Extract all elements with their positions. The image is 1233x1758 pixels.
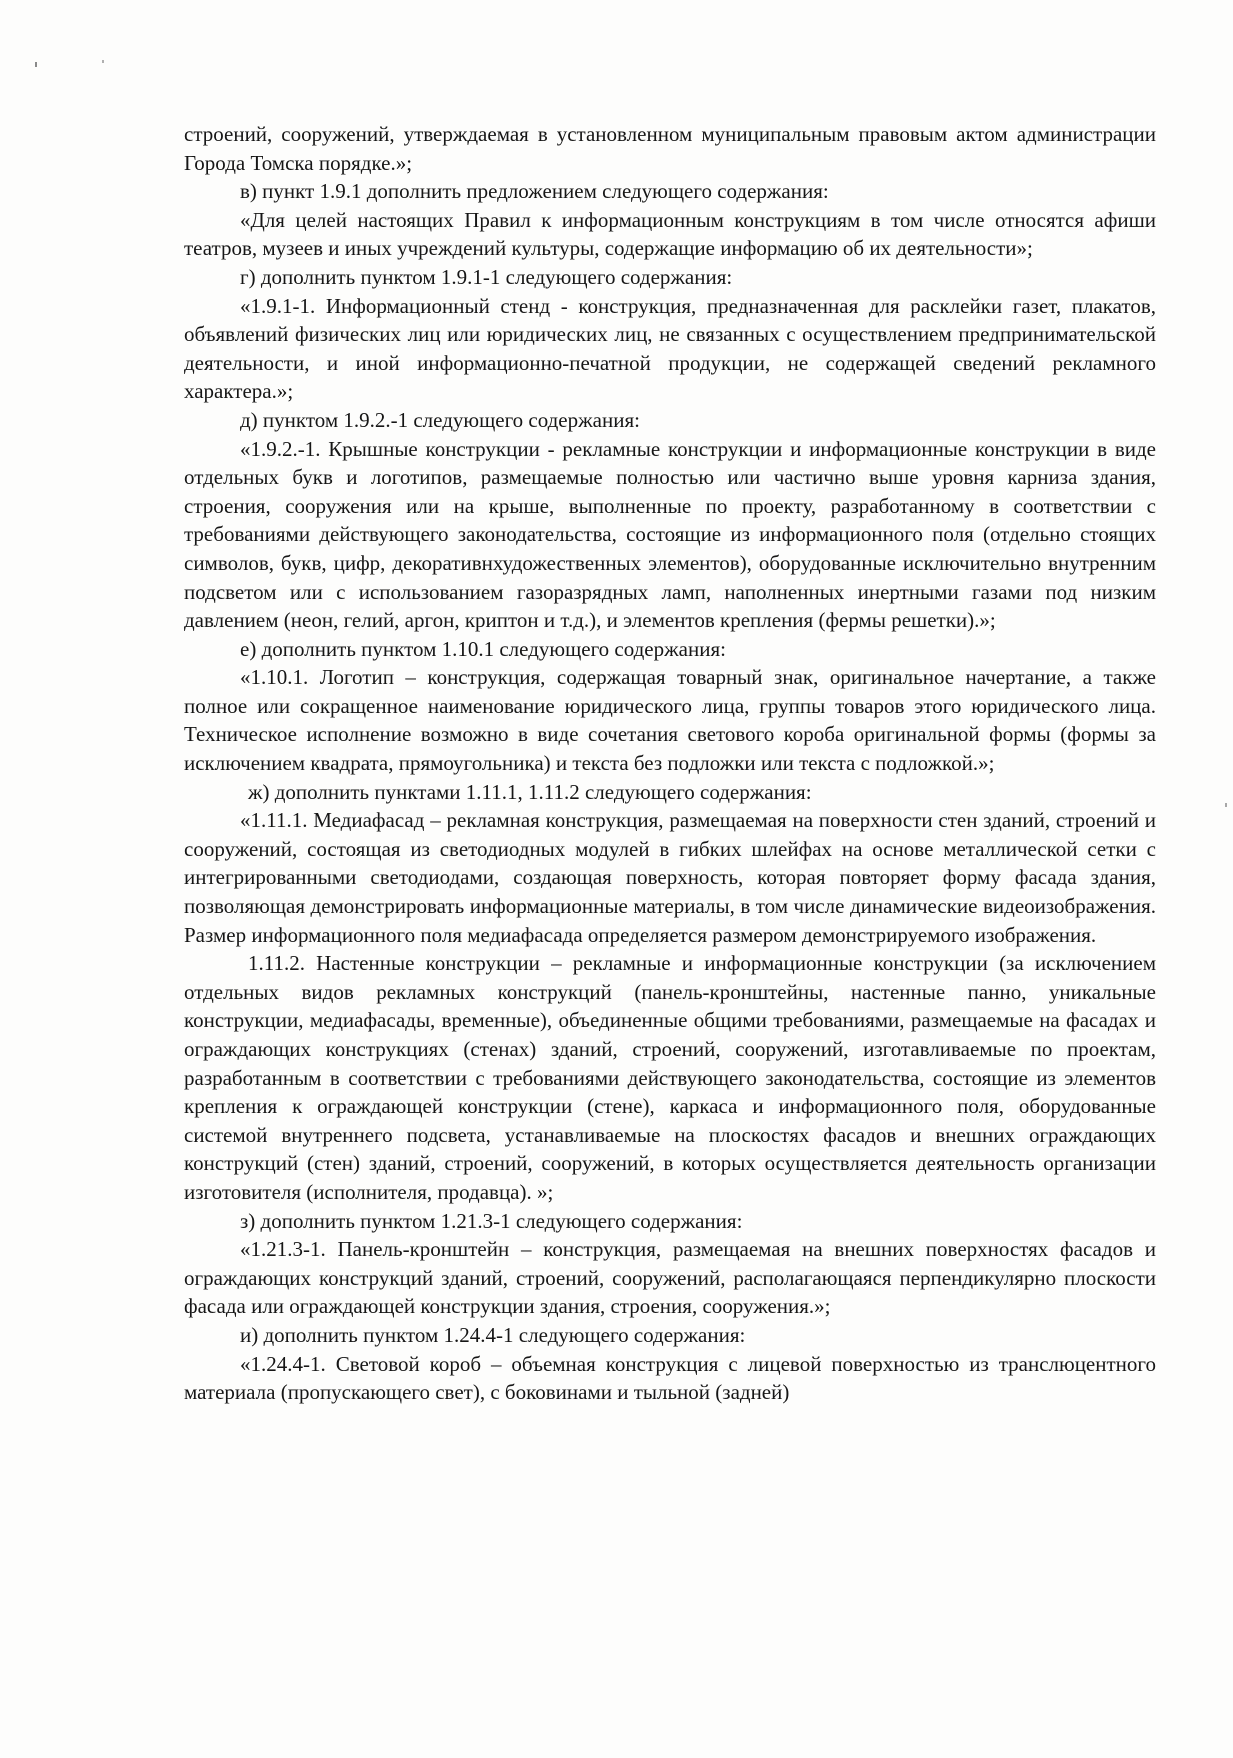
paragraph: «1.21.3-1. Панель-кронштейн – конструкция, размещаемая на внешних поверхностях фасадов и ограждающих конструкций зданий, строений, сооружений, располагающаяся перпендикулярно плоскости фасада или ограждающей конструкции здания, строения, сооружения.»; [184,1237,1156,1319]
paragraph: ж) дополнить пунктами 1.11.1, 1.11.2 следующего содержания: [248,779,812,804]
paragraph: «1.11.1. Медиафасад – рекламная конструкция, размещаемая на поверхности стен зданий, строений и сооружений, состоящая из светодиодных модулей в гибких шлейфах на основе металлической сетки с интегрированными светодиодами, создающая поверхность, которая повторяет форму фасада здания, позволяющая демонстрировать информационные материалы, в том числе динамические видеоизображения. Размер информационного поля медиафасада определяется размером демонстрируемого изображения. [184,808,1156,947]
paragraph: 1.11.2. Настенные конструкции – рекламные и информационные конструкции (за исключением отдельных видов рекламных конструкций (панель-кронштейны, настенные панно, уникальные конструкции, медиафасады, временные), объединенные общими требованиями, размещаемые на фасадах и ограждающих конструкциях (стенах) зданий, строений, сооружений, изготавливаемые по проектам, разработанным в соответствии с требованиями действующего законодательства, состоящие из элементов крепления к ограждающей конструкции (стене), каркаса и информационного поля, оборудованные системой внутреннего подсвета, устанавливаемые на плоскостях фасадов и внешних ограждающих конструкций (стен) зданий, строений, сооружений, в которых осуществляется деятельность организации изготовителя (исполнителя, продавца). »; [184,951,1156,1204]
document-body [184,120,1156,1407]
paragraph: в) пункт 1.9.1 дополнить предложением следующего содержания: [240,179,829,204]
paragraph: д) пунктом 1.9.2.-1 следующего содержания: [240,407,640,432]
paragraph: строений, сооружений, утверждаемая в установленном муниципальным правовым актом администрации Города Томска порядке.»; [184,122,1156,175]
paragraph: г) дополнить пунктом 1.9.1-1 следующего содержания: [240,264,733,289]
scan-artifact [102,60,104,63]
paragraph: е) дополнить пунктом 1.10.1 следующего содержания: [240,636,726,661]
scan-artifact [1225,803,1227,807]
paragraph: «Для целей настоящих Правил к информационным конструкциям в том числе относятся афиши театров, музеев и иных учреждений культуры, содержащие информацию об их деятельности»; [184,207,1156,261]
paragraph: «1.24.4-1. Световой короб – объемная конструкция с лицевой поверхностью из транслюцентного материала (пропускающего свет), с боковинами и тыльной (задней) [184,1351,1156,1405]
scan-artifact [35,62,37,67]
paragraph: и) дополнить пунктом 1.24.4-1 следующего содержания: [240,1322,746,1347]
paragraph: «1.10.1. Логотип – конструкция, содержащая товарный знак, оригинальное начертание, а также полное или сокращенное наименование юридического лица, группы товаров этого юридического лица. Техническое исполнение возможно в виде сочетания светового короба оригинальной формы (формы за исключением квадрата, прямоугольника) и текста без подложки или текста с подложкой.»; [184,665,1156,776]
paragraph: «1.9.1-1. Информационный стенд - конструкция, предназначенная для расклейки газет, плакатов, объявлений физических лиц или юридических лиц, не связанных с осуществлением предпринимательской деятельности, и иной информационно-печатной продукции, не содержащей сведений рекламного характера.»; [184,293,1156,404]
paragraph: з) дополнить пунктом 1.21.3-1 следующего содержания: [240,1208,743,1233]
paragraph: «1.9.2.-1. Крышные конструкции - рекламные конструкции и информационные конструкции в виде отдельных букв и логотипов, размещаемые полностью или частично выше уровня карниза здания, строения, сооружения или на крыше, выполненные по проекту, разработанному в соответствии с требованиями действующего законодательства, состоящие из информационного поля (отдельно стоящих символов, букв, цифр, декоративнхудожественных элементов), оборудованные исключительно внутренним подсветом или с использованием газоразрядных ламп, наполненных инертными газами под низким давлением (неон, гелий, аргон, криптон и т.д.), и элементов крепления (фермы решетки).»; [184,436,1156,633]
